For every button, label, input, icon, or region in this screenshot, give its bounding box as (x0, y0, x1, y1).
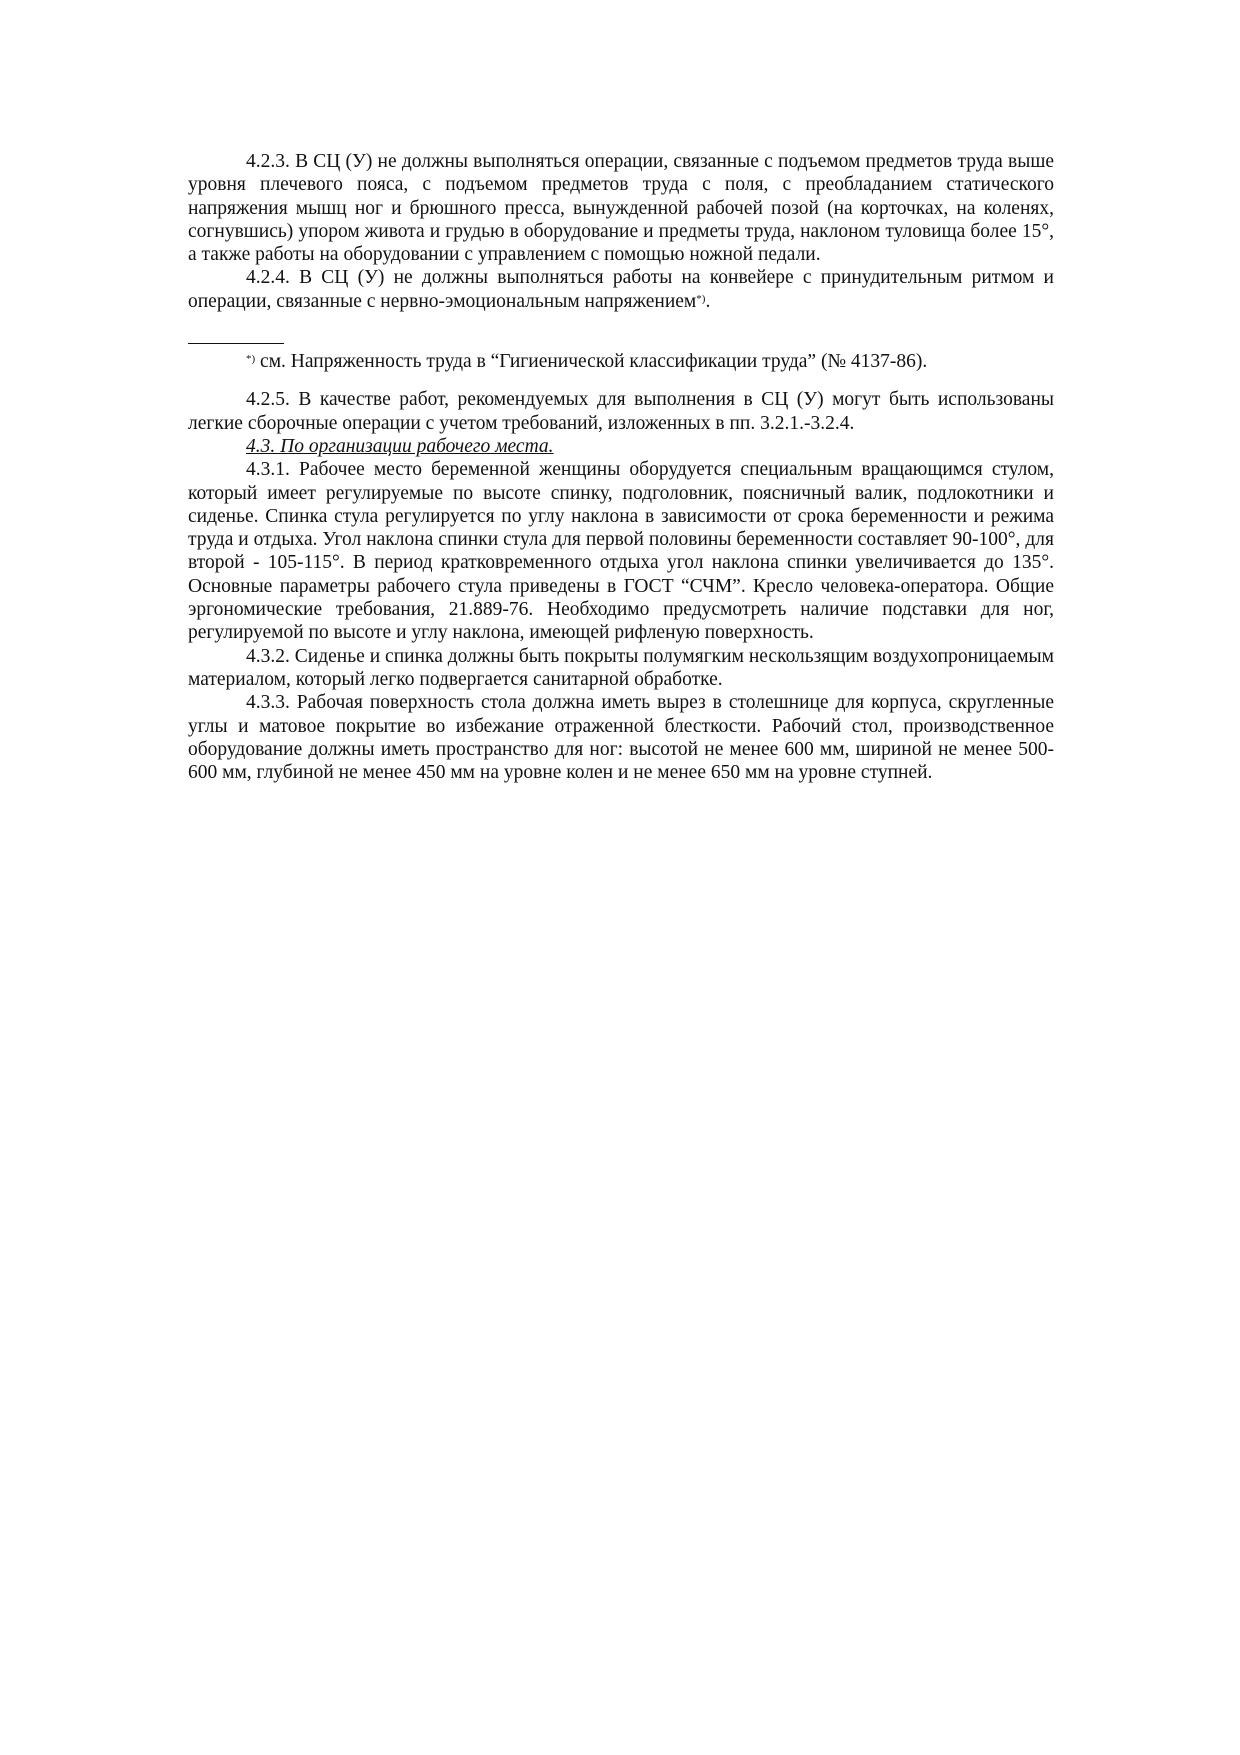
paragraph-4-2-3: 4.2.3. В СЦ (У) не должны выполняться операции, связанные с подъемом предметов труда выше уровня плечевого пояса, с подъемом предметов труда с поля, с преобладанием статического напряжения мышц ног и брюшного пресса, вынужденной рабочей позой (на корточках, на коленях, согнувшись) упором живота и грудью в оборудование и предметы труда, наклоном туловища более 15°, а также работы на оборудовании с управлением с помощью ножной педали. (188, 151, 1054, 266)
paragraph-4-2-4-end: . (705, 290, 711, 312)
footnote (188, 350, 1054, 373)
footnote-separator (188, 343, 284, 344)
paragraph-4-3-1: 4.3.1. Рабочее место беременной женщины оборудуется специальным вращающимся стулом, который имеет регулируемые по высоте спинку, подголовник, поясничный валик, подлокотники и сиденье. Спинка стула регулируется по углу наклона в зависимости от срока беременности и режима труда и отдыха. Угол наклона спинки стула для первой половины беременности составляет 90-100°, для второй - 105-115°. В период кратковременного отдыха угол наклона спинки увеличивается до 135°. Основные параметры рабочего стула приведены в ГОСТ “СЧМ”. Кресло человека-оператора. Общие эргономические требования, 21.889-76. Необходимо предусмотреть наличие подставки для ног, регулируемой по высоте и углу наклона, имеющей рифленую поверхность. (188, 459, 1054, 644)
section-heading-4-3-text: 4.3. По организации рабочего места. (246, 435, 554, 457)
paragraph-4-2-5: 4.2.5. В качестве работ, рекомендуемых для выполнения в СЦ (У) могут быть использованы легкие сборочные операции с учетом требований, изложенных в пп. 3.2.1.-3.2.4. (188, 389, 1054, 434)
paragraph-4-3-3: 4.3.3. Рабочая поверхность стола должна иметь вырез в столешнице для корпуса, скругленные углы и матовое покрытие во избежание отраженной блесткости. Рабочий стол, производственное оборудование должны иметь пространство для ног: высотой не менее 600 мм, шириной не менее 500-600 мм, глубиной не менее 450 мм на уровне колен и не менее 650 мм на уровне ступней. (188, 692, 1054, 784)
paragraph-4-3-2: 4.3.2. Сиденье и спинка должны быть покрыты полумягким нескользящим воздухопроницаемым материалом, который легко подвергается санитарной обработке. (188, 645, 1054, 690)
paragraph-4-2-4-text: 4.2.4. В СЦ (У) не должны выполняться работы на конвейере с принудительным ритмом и операции, связанные с нервно-эмоциональным напряжением (188, 267, 1054, 312)
document-page (188, 150, 1054, 784)
footnote-text: см. Напряженность труда в “Гигиенической классификации труда” (№ 4137-86). (255, 351, 928, 373)
footnote-reference: *) (696, 292, 706, 305)
footnote-marker: *) (246, 353, 256, 366)
section-heading-4-3 (188, 435, 1054, 458)
paragraph-4-2-4 (188, 266, 1054, 313)
